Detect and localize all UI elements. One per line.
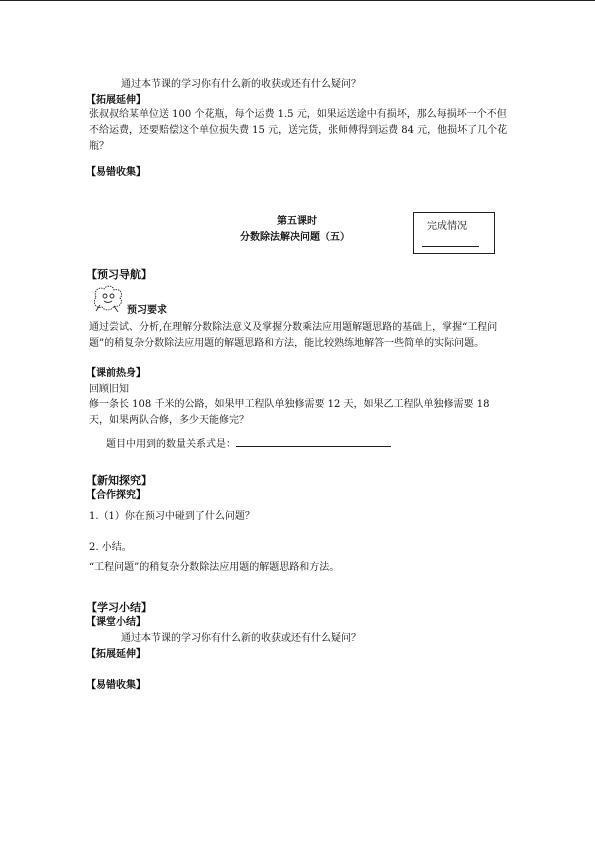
lesson-title: 第五课时 <box>277 216 317 227</box>
lesson-subtitle: 分数除法解决问题（五） <box>240 232 350 243</box>
completion-blank[interactable] <box>422 246 479 247</box>
summary-reflection-prompt: 通过本节课的学习你有什么新的收获或还有什么疑问？ <box>121 633 361 644</box>
warmup-review-label: 回顾旧知 <box>89 384 129 395</box>
summary-extension-heading: 【拓展延伸】 <box>86 649 146 660</box>
preview-heading: 【预习导航】 <box>86 268 152 281</box>
summary-class-heading: 【课堂小结】 <box>86 617 146 628</box>
warmup-relation-row <box>106 437 391 450</box>
completion-box <box>413 212 495 254</box>
completion-label: 完成情况 <box>427 221 467 232</box>
top-errors-heading: 【易错收集】 <box>86 167 146 178</box>
page-top-rule <box>0 0 595 1</box>
top-reflection-prompt: 通过本节课的学习你有什么新的收获或还有什么疑问？ <box>121 79 361 90</box>
relation-answer-blank[interactable] <box>236 437 391 447</box>
summary-heading: 【学习小结】 <box>86 601 152 614</box>
explore-summary-text: “工程问题”的稍复杂分数除法应用题的解题思路和方法。 <box>89 562 340 573</box>
explore-question-2: 2. 小结。 <box>89 542 132 553</box>
warmup-relation-prompt: 题目中用到的数量关系式是： <box>106 439 236 450</box>
explore-question-1: 1.（1）你在预习中碰到了什么问题？ <box>89 511 255 522</box>
preview-requirements-text: 通过尝试、分析,在理解分数除法意义及掌握分数乘法应用题解题思路的基础上，掌握“工程问题”的稍复杂分数除法应用题的解题思路和方法，能比较熟练地解答一些简单的实际问题。 <box>89 322 498 349</box>
top-extension-heading: 【拓展延伸】 <box>86 95 146 106</box>
explore-heading: 【新知探究】 <box>86 474 152 487</box>
warmup-problem: 修一条长 108 千米的公路，如果甲工程队单独修需要 12 天，如果乙工程队单独修需要 18天，如果两队合修，多少天能修完？ <box>89 399 490 426</box>
explore-coop-heading: 【合作探究】 <box>86 490 146 501</box>
preview-requirements-label: 预习要求 <box>127 305 167 316</box>
cartoon-mascot-icon <box>90 283 126 313</box>
summary-errors-heading: 【易错收集】 <box>86 680 146 691</box>
warmup-heading: 【课前热身】 <box>86 368 146 379</box>
top-extension-problem: 张叔叔给某单位送 100 个花瓶，每个运费 1.5 元，如果运送途中有损坏，那么每损坏一个不但不给运费，还要赔偿这个单位损失费 15 元，送完货，张师傅得到运费 84 元，他损坏了几个花瓶？ <box>89 109 508 152</box>
